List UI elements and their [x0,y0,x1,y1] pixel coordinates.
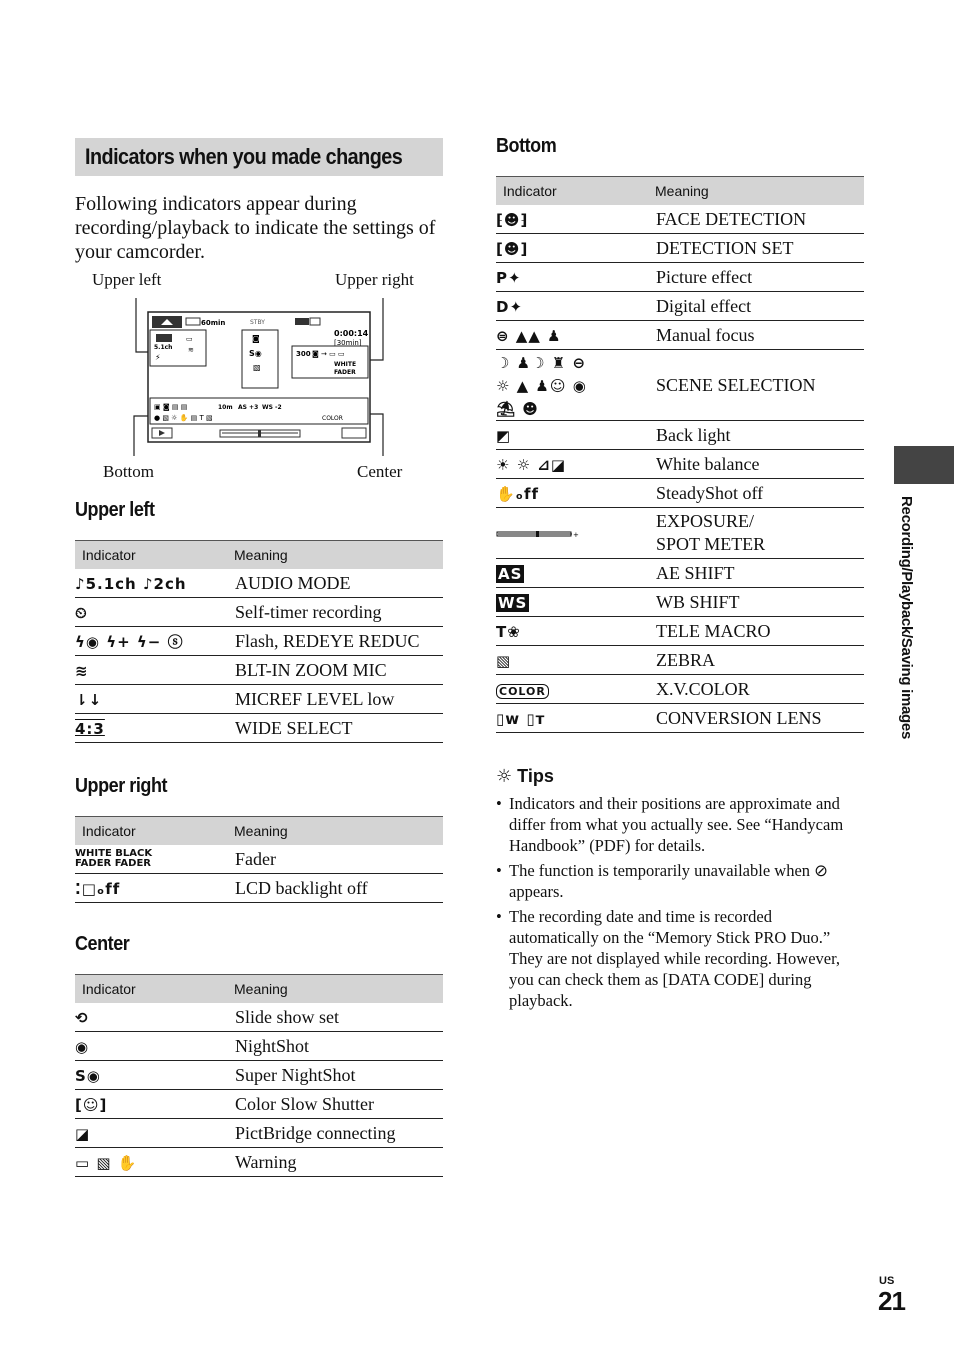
intro-paragraph: Following indicators appear during recording/playback to indicate the settings of your camcorder. [75,193,436,263]
table-center [75,974,443,1177]
ws-text: 5.1ch [154,344,173,351]
table-upper-left [75,540,443,743]
tips-heading-text: Tips [517,766,554,786]
table-row [496,675,864,704]
scene-selection-icon: ☽ ♟☽ ♜ ⊖ ☼ ▲ ♟☺ ◉ ⛱ ☻ [496,353,587,418]
meaning-line1: EXPOSURE/ [656,511,755,531]
tips-heading [496,766,554,787]
table-row [496,321,864,350]
meaning-cell: NightShot [227,1032,443,1061]
svg-text:⚡: ⚡ [155,353,161,362]
table-bottom [496,176,864,733]
ae-shift-icon: AS [498,564,523,583]
svg-text:◙ → ▭ ▭: ◙ → ▭ ▭ [312,350,345,358]
super-nightshot-icon: S◉ [75,1066,101,1085]
diagram-label-bottom: Bottom [103,462,155,481]
meaning-cell: AE SHIFT [648,559,864,588]
heading-upper-left: Upper left [75,499,155,521]
list-item [496,860,861,902]
xv-color-icon: COLOR [496,684,549,699]
table-row [496,350,864,421]
page-number: 21 [878,1286,905,1316]
svg-text:▣ ◙ ▤ ▤: ▣ ◙ ▤ ▤ [154,403,188,411]
meaning-cell: AUDIO MODE [227,569,443,598]
table-row [496,646,864,675]
row1-text: 10m [218,404,233,411]
svg-text:+: + [573,530,579,539]
chapter-tab [894,446,954,484]
manual-focus-icon: ⊜ ▲▲ ♟ [496,326,562,345]
remain-text: 60min [201,319,226,327]
svg-text:S◉: S◉ [249,349,262,358]
table-row [75,1148,443,1177]
chapter-label [893,496,917,756]
tele-macro-icon: T❀ [496,622,521,641]
ae-text: AS +3 [238,404,259,411]
unavailable-icon: ⊘ [814,861,828,880]
table-upper-right [75,816,443,903]
col-indicator: Indicator [75,975,227,1004]
chapter-label-text: Recording/Playback/Saving images [898,496,915,739]
table-row [75,1119,443,1148]
table-row [496,617,864,646]
meaning-line2: SPOT METER [656,534,766,554]
table-row [75,627,443,656]
meaning-cell: WIDE SELECT [227,714,443,743]
table-row [75,1061,443,1090]
list-item: • The recording date and time is recorded automatically on the “Memory Stick PRO Duo.” They are not displayed while recording. However, you can check them as [DATA CODE] during playback. [496,906,861,1011]
table-row [496,205,864,234]
meaning-cell: Digital effect [648,292,864,321]
list-item: • Indicators and their positions are approximate and differ from what you actually see. See “Handycam Handbook” (PDF) for details. [496,793,861,856]
counter-text: 0:00:14 [334,329,369,338]
table-row [75,714,443,743]
col-meaning: Meaning [648,177,864,206]
svg-text:● ▧ ☼ ✋ ▤ T ▧: ● ▧ ☼ ✋ ▤ T ▧ [154,414,213,422]
pictbridge-icon: ◪ [75,1124,91,1143]
count-text: 300 [296,350,311,358]
table-row [75,1090,443,1119]
svg-text:◙: ◙ [252,334,260,343]
slide-show-icon: ⟲ [75,1008,89,1027]
fader-icon-line2: FADER FADER [75,858,151,869]
table-row [496,508,864,559]
table-row [496,450,864,479]
zoom-mic-icon: ≋ [75,661,89,680]
col-indicator: Indicator [496,177,648,206]
fader1-text: WHITE [334,361,357,368]
flash-icon: ϟ◉ ϟ+ ϟ− ⓢ [75,632,184,651]
meaning-cell: SCENE SELECTION [648,350,864,421]
page-title: Indicators when you made changes [85,144,403,169]
svg-text:≋: ≋ [188,346,194,354]
meaning-cell: BLT-IN ZOOM MIC [227,656,443,685]
table-row [496,479,864,508]
tip-text: The function is temporarily unavailable when [509,861,811,880]
meaning-cell: FACE DETECTION [648,205,864,234]
stby-text: STBY [250,319,265,326]
tips-list [496,793,861,1015]
meaning-cell: LCD backlight off [227,874,443,903]
meaning-cell: Slide show set [227,1003,443,1032]
table-row [496,263,864,292]
col-indicator: Indicator [75,541,227,570]
color-slow-shutter-icon: [☺] [75,1095,108,1114]
section-title-bar [75,138,443,176]
meaning-cell: Manual focus [648,321,864,350]
heading-bottom: Bottom [496,135,557,157]
table-row [75,656,443,685]
table-row [75,874,443,903]
meaning-cell: CONVERSION LENS [648,704,864,733]
meaning-cell: Flash, REDEYE REDUC [227,627,443,656]
meaning-cell: SteadyShot off [648,479,864,508]
meaning-cell: White balance [648,450,864,479]
lcd-backlight-off-icon: ⁚□ₒff [75,879,121,898]
lightbulb-icon: ☼ [496,766,513,787]
meaning-cell: Self-timer recording [227,598,443,627]
svg-text:▭: ▭ [186,335,193,343]
svg-text:▧: ▧ [253,363,261,372]
meaning-cell: DETECTION SET [648,234,864,263]
wb-text: WS -2 [262,404,282,411]
white-balance-icon: ☀ ☼ ⊿◪ [496,455,567,474]
table-row [75,598,443,627]
wide-select-icon: 4:3 [75,719,105,738]
micref-icon: ⇂↓ [75,690,103,709]
fader2-text: FADER [334,369,356,376]
col-meaning: Meaning [227,817,443,846]
meaning-cell: WB SHIFT [648,588,864,617]
meaning-cell: Warning [227,1148,443,1177]
meaning-cell: Super NightShot [227,1061,443,1090]
digital-effect-icon: D✦ [496,297,524,316]
exposure-meter-icon [496,529,580,539]
meaning-cell: Picture effect [648,263,864,292]
picture-effect-icon: P✦ [496,268,522,287]
col-indicator: Indicator [75,817,227,846]
remaining-text: [30min] [334,339,362,347]
table-row [75,1032,443,1061]
table-row [496,704,864,733]
table-row [75,1003,443,1032]
warning-icon: ▭ ▧ ✋ [75,1153,138,1172]
heading-center: Center [75,933,130,955]
meaning-cell: Fader [227,845,443,874]
self-timer-icon: ⏲ [75,603,88,622]
table-row [496,588,864,617]
wb-shift-icon: WS [498,593,528,612]
meaning-cell: MICREF LEVEL low [227,685,443,714]
meaning-cell: TELE MACRO [648,617,864,646]
lcd-screen-diagram [130,296,390,458]
table-row [75,569,443,598]
face-detection-icon: ⁅☻⁆ [496,210,529,229]
table-row [496,421,864,450]
meaning-cell: X.V.COLOR [648,675,864,704]
table-row [496,234,864,263]
zebra-icon: ▧ [496,651,512,670]
back-light-icon: ◩ [496,426,512,445]
page-region: US [879,1275,895,1287]
table-row [75,845,443,874]
meaning-cell: Back light [648,421,864,450]
color-text: COLOR [322,415,343,422]
fader-icon-line1: WHITE BLACK [75,848,153,859]
conversion-lens-icon: ▯w ▯т [496,709,546,728]
tip-text-tail: appears. [509,882,564,901]
table-row [496,559,864,588]
col-meaning: Meaning [227,975,443,1004]
heading-upper-right: Upper right [75,775,168,797]
table-row [75,685,443,714]
table-row [496,292,864,321]
meaning-cell: PictBridge connecting [227,1119,443,1148]
diagram-label-center: Center [357,462,403,481]
meaning-cell: ZEBRA [648,646,864,675]
nightshot-icon: ◉ [75,1037,90,1056]
diagram-label-upper-right: Upper right [335,270,414,289]
meaning-cell: Color Slow Shutter [227,1090,443,1119]
col-meaning: Meaning [227,541,443,570]
audio-mode-icon: ♪5.1ch ♪2ch [75,574,187,593]
diagram-label-upper-left: Upper left [92,270,162,289]
detection-set-icon: [☻] [496,239,529,258]
steadyshot-off-icon: ✋ₒff [496,484,540,503]
